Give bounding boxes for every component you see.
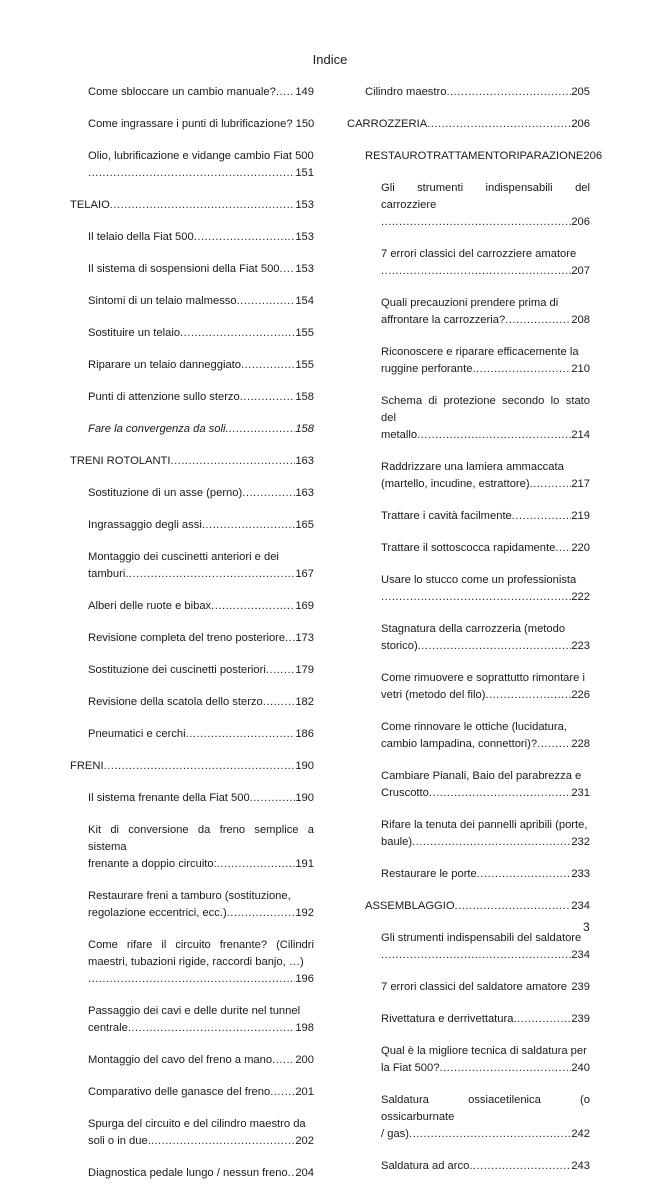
- toc-page-number: 234: [571, 900, 590, 912]
- toc-entry[interactable]: [365, 898, 590, 915]
- toc-entry[interactable]: [381, 180, 590, 231]
- toc-entry[interactable]: [88, 1084, 314, 1101]
- toc-entry[interactable]: [381, 344, 590, 378]
- dot-leader: [285, 630, 295, 647]
- toc-entry[interactable]: [381, 540, 590, 557]
- toc-page-number: 233: [571, 868, 590, 880]
- toc-entry-title: Revisione della scatola dello sterzo: [88, 696, 263, 708]
- toc-entry-title: Come sbloccare un cambio manuale?: [88, 86, 276, 98]
- toc-entry-title: ASSEMBLAGGIO: [365, 900, 455, 912]
- toc-page-number: 200: [295, 1054, 314, 1066]
- toc-page-number: 204: [295, 1167, 314, 1179]
- toc-entry-title: Sintomi di un telaio malmesso: [88, 295, 237, 307]
- toc-entry-title: regolazione eccentrici, ecc.): [88, 907, 227, 919]
- toc-page-number: 239: [571, 1013, 590, 1025]
- toc-page-number: 154: [295, 295, 314, 307]
- dot-leader: [266, 662, 295, 679]
- toc-entry-title: Alberi delle ruote e bibax: [88, 600, 212, 612]
- dot-leader: [555, 540, 571, 557]
- toc-page-number: 242: [571, 1128, 590, 1140]
- dot-leader: [263, 694, 296, 711]
- toc-page-number: 205: [571, 86, 590, 98]
- toc-entry-text: Quali precauzioni prendere prima di: [381, 297, 559, 309]
- toc-page-number: 169: [295, 600, 314, 612]
- toc-page-number: 243: [571, 1160, 590, 1172]
- dot-leader: [513, 1011, 571, 1028]
- toc-page-number: 155: [295, 359, 314, 371]
- dot-leader: [280, 261, 296, 278]
- dot-leader: [104, 758, 296, 775]
- toc-page-number: 240: [571, 1062, 590, 1074]
- dot-leader: [128, 1020, 296, 1037]
- toc-page-number: 149: [295, 86, 314, 98]
- toc-entry-title: Sostituzione di un asse (perno): [88, 487, 243, 499]
- dot-leader: [240, 389, 296, 406]
- dot-leader: [186, 726, 296, 743]
- toc-entry-title: Restaurare le porte: [381, 868, 477, 880]
- dot-leader: [272, 1052, 295, 1069]
- toc-entry-title: Trattare il sottoscocca rapidamente: [381, 542, 556, 554]
- toc-entry-title: Cruscotto: [381, 787, 429, 799]
- toc-entry-title: tamburi: [88, 568, 126, 580]
- toc-entry[interactable]: [88, 598, 314, 615]
- dot-leader: [237, 293, 296, 310]
- toc-entry-title: affrontare la carrozzeria?: [381, 314, 506, 326]
- toc-entry[interactable]: [88, 84, 314, 101]
- toc-entry[interactable]: [381, 459, 590, 493]
- toc-entry-title: FRENI: [70, 760, 104, 772]
- dot-leader: [125, 566, 295, 583]
- toc-entry-title: Il sistema frenante della Fiat 500: [88, 792, 250, 804]
- dot-leader: [88, 165, 295, 182]
- toc-entry-title: Montaggio del cavo del freno a mano: [88, 1054, 273, 1066]
- toc-entry[interactable]: [381, 508, 590, 525]
- toc-entry-text: Montaggio dei cuscinetti anteriori e dei: [88, 551, 279, 563]
- dot-leader: [477, 866, 572, 883]
- toc-entry-title: Punti di attenzione sullo sterzo: [88, 391, 240, 403]
- toc-entry[interactable]: [381, 1092, 590, 1143]
- dot-leader: [469, 1158, 571, 1175]
- toc-entry-text: Stagnatura della carrozzeria (metodo: [381, 623, 566, 635]
- toc-page-number: 231: [571, 787, 590, 799]
- toc-entry[interactable]: [88, 517, 314, 534]
- toc-section-entry[interactable]: [70, 197, 314, 214]
- toc-entry[interactable]: [381, 572, 590, 606]
- dot-leader: [202, 517, 296, 534]
- toc-entry-text: 7 errori classici del carrozziere amatore: [381, 248, 577, 260]
- toc-entry-text: Kit di conversione da freno semplice a sistema: [88, 824, 314, 853]
- toc-entry[interactable]: [88, 389, 314, 406]
- toc-page-number: 179: [295, 664, 314, 676]
- toc-page-number: 207: [571, 265, 590, 277]
- toc-entry-title: centrale: [88, 1022, 128, 1034]
- dot-leader: [225, 421, 295, 438]
- toc-entry[interactable]: [88, 1003, 314, 1037]
- toc-column-left: [70, 84, 314, 1197]
- toc-entry-text: Passaggio dei cavi e delle durite nel tunnel: [88, 1005, 301, 1017]
- dot-leader: [227, 905, 296, 922]
- toc-entry[interactable]: [88, 694, 314, 711]
- dot-leader: [151, 1133, 296, 1150]
- dot-leader: [88, 971, 295, 988]
- dot-leader: [270, 1084, 295, 1101]
- toc-entry-title: Comparativo delle ganasce del freno: [88, 1086, 271, 1098]
- toc-column-right: [347, 84, 603, 1190]
- toc-entry-title: / gas): [381, 1128, 409, 1140]
- toc-entry[interactable]: [381, 817, 590, 851]
- toc-entry-title: Sostituzione dei cuscinetti posteriori: [88, 664, 266, 676]
- toc-entry[interactable]: [88, 888, 314, 922]
- toc-entry-title: TELAIO: [70, 199, 110, 211]
- toc-page-number: 167: [295, 568, 314, 580]
- dot-leader: [439, 1060, 571, 1077]
- toc-entry-text: Riconoscere e riparare efficacemente la: [381, 346, 579, 358]
- toc-page-number: 210: [571, 363, 590, 375]
- toc-page-number: 220: [571, 542, 590, 554]
- toc-page-number: 214: [571, 429, 590, 441]
- toc-page-number: 173: [295, 632, 314, 644]
- toc-page-number: 163: [295, 455, 314, 467]
- toc-entry[interactable]: [381, 979, 590, 996]
- toc-entry[interactable]: [88, 549, 314, 583]
- toc-entry[interactable]: [381, 295, 590, 329]
- toc-entry-text: Come rimuovere e soprattutto rimontare i: [381, 672, 585, 684]
- toc-entry[interactable]: [381, 866, 590, 883]
- dot-leader: [381, 947, 571, 964]
- toc-page-number: 192: [295, 907, 314, 919]
- toc-page-number: 155: [295, 327, 314, 339]
- toc-entry[interactable]: [365, 84, 590, 101]
- toc-section-entry[interactable]: [70, 453, 314, 470]
- toc-entry-text: Saldatura ossiacetilenica (o ossicarburnate: [381, 1094, 590, 1123]
- toc-page-number: 153: [295, 199, 314, 211]
- toc-entry[interactable]: [88, 822, 314, 873]
- dot-leader: [288, 1165, 296, 1182]
- dot-leader: [250, 790, 296, 807]
- toc-entry[interactable]: [88, 1116, 314, 1150]
- dot-leader: [417, 427, 571, 444]
- toc-entry-title: Rivettatura e derrivettatura: [381, 1013, 514, 1025]
- toc-entry-title: baule): [381, 836, 413, 848]
- dot-leader: [512, 508, 572, 525]
- dot-leader: [537, 736, 571, 753]
- dot-leader: [409, 1126, 571, 1143]
- toc-entry-title: (martello, incudine, estrattore): [381, 478, 530, 490]
- dot-leader: [485, 687, 571, 704]
- toc-entry[interactable]: [88, 485, 314, 502]
- toc-page-number: 219: [571, 510, 590, 522]
- toc-entry-title: Come ingrassare i punti di lubrificazione?: [88, 118, 293, 130]
- toc-page-number: 153: [295, 231, 314, 243]
- toc-entry-title: Cilindro maestro: [365, 86, 447, 98]
- toc-page-number: 186: [295, 728, 314, 740]
- toc-entry[interactable]: [88, 726, 314, 743]
- toc-page-number: 190: [295, 760, 314, 772]
- toc-entry[interactable]: [88, 325, 314, 342]
- toc-page-number: 223: [571, 640, 590, 652]
- toc-entry-title: Ingrassaggio degli assi: [88, 519, 202, 531]
- dot-leader: [429, 785, 571, 802]
- toc-entry[interactable]: [381, 1158, 590, 1175]
- toc-page-number: 201: [295, 1086, 314, 1098]
- toc-page-number: 153: [295, 263, 314, 275]
- toc-entry-title: cambio lampadina, connettori)?: [381, 738, 538, 750]
- toc-page-number: 198: [295, 1022, 314, 1034]
- toc-entry-title: Sostituire un telaio: [88, 327, 181, 339]
- toc-page-number: 234: [571, 949, 590, 961]
- toc-page-number: 226: [571, 689, 590, 701]
- toc-entry[interactable]: [381, 719, 590, 753]
- toc-entry-title: RESTAUROTRATTAMENTORIPARAZIONE: [365, 150, 584, 162]
- toc-page-number: 239: [571, 981, 590, 993]
- toc-entry-text: Rifare la tenuta dei pannelli apribili (porte,: [381, 819, 588, 831]
- dot-leader: [427, 116, 571, 133]
- toc-page-number: 202: [295, 1135, 314, 1147]
- dot-leader: [381, 589, 571, 606]
- toc-entry-title: storico): [381, 640, 418, 652]
- dot-leader: [381, 263, 571, 280]
- toc-entry-title: Il sistema di sospensioni della Fiat 500: [88, 263, 280, 275]
- toc-entry-title: ruggine perforante: [381, 363, 473, 375]
- toc-page-number: 228: [571, 738, 590, 750]
- toc-entry[interactable]: [88, 116, 314, 133]
- toc-entry-text: Come rinnovare le ottiche (lucidatura,: [381, 721, 567, 733]
- dot-leader: [530, 476, 572, 493]
- toc-entry-title: TRENI ROTOLANTI: [70, 455, 171, 467]
- toc-entry[interactable]: [88, 229, 314, 246]
- toc-entry[interactable]: [88, 630, 314, 647]
- dot-leader: [180, 325, 295, 342]
- toc-entry[interactable]: [381, 393, 590, 444]
- toc-entry-text: Usare lo stucco come un professionista: [381, 574, 577, 586]
- toc-entry-text: Qual è la migliore tecnica di saldatura per: [381, 1045, 587, 1057]
- dot-leader: [472, 361, 571, 378]
- toc-page-number: 196: [295, 973, 314, 985]
- toc-entry-title: Saldatura ad arco: [381, 1160, 470, 1172]
- toc-page-number: 206: [583, 150, 603, 162]
- toc-entry[interactable]: [381, 670, 590, 704]
- toc-entry-title: la Fiat 500?: [381, 1062, 440, 1074]
- toc-entry[interactable]: [88, 1052, 314, 1069]
- toc-entry-text: Cambiare Pianali, Baio del parabrezza e: [381, 770, 582, 782]
- toc-page-number: 158: [295, 391, 314, 403]
- toc-section-entry[interactable]: [70, 758, 314, 775]
- dot-leader: [276, 84, 296, 101]
- toc-page-number: 190: [295, 792, 314, 804]
- toc-entry[interactable]: [88, 148, 314, 182]
- toc-page-number: 206: [571, 118, 590, 130]
- toc-entry-text: Come rifare il circuito frenante? (Cilindri maestri, tubazioni rigide, raccordi banjo, …): [88, 939, 314, 968]
- toc-page-number: 232: [571, 836, 590, 848]
- dot-leader: [505, 312, 571, 329]
- toc-entry[interactable]: [88, 293, 314, 310]
- dot-leader: [194, 229, 296, 246]
- toc-entry[interactable]: [381, 246, 590, 280]
- toc-entry-title: frenante a doppio circuito:: [88, 858, 217, 870]
- toc-entry[interactable]: [88, 261, 314, 278]
- toc-entry[interactable]: [88, 357, 314, 374]
- toc-page-number: 165: [295, 519, 314, 531]
- toc-entry-title: soli o in due.: [88, 1135, 151, 1147]
- toc-entry-title: Pneumatici e cerchi: [88, 728, 186, 740]
- toc-entry[interactable]: [381, 1043, 590, 1077]
- toc-page-number: 182: [295, 696, 314, 708]
- dot-leader: [211, 598, 295, 615]
- toc-page-number: 217: [571, 478, 590, 490]
- toc-page-number: 150: [295, 118, 315, 130]
- toc-entry-title: metallo: [381, 429, 418, 441]
- toc-entry-title: Revisione completa del treno posteriore: [88, 632, 286, 644]
- toc-entry-text: Restaurare freni a tamburo (sostituzione,: [88, 890, 291, 902]
- dot-leader: [242, 485, 295, 502]
- toc-entry-text: Olio, lubrificazione e vidange cambio Fiat 500: [88, 150, 314, 162]
- dot-leader: [381, 214, 571, 231]
- toc-entry[interactable]: [88, 662, 314, 679]
- toc-entry[interactable]: [381, 930, 590, 964]
- toc-entry-title: CARROZZERIA: [347, 118, 428, 130]
- page-number: 3: [583, 920, 590, 934]
- toc-entry-title: vetri (metodo del filo): [381, 689, 486, 701]
- toc-entry-title: Riparare un telaio danneggiato: [88, 359, 242, 371]
- toc-section-entry[interactable]: [347, 116, 590, 133]
- toc-entry[interactable]: [88, 1165, 314, 1182]
- toc-entry-text: Raddrizzare una lamiera ammaccata: [381, 461, 564, 473]
- dot-leader: [241, 357, 295, 374]
- toc-page-number: 191: [295, 858, 314, 870]
- toc-entry-text: Gli strumenti indispensabili del carrozziere: [381, 182, 590, 211]
- dot-leader: [418, 638, 572, 655]
- page-title: Indice: [312, 52, 348, 67]
- toc-entry-title: Fare la convergenza da soli: [88, 423, 226, 435]
- toc-entry-title: Il telaio della Fiat 500: [88, 231, 194, 243]
- toc-entry-text: Spurga del circuito e del cilindro maestro da: [88, 1118, 306, 1130]
- toc-page-number: 206: [571, 216, 590, 228]
- toc-page-number: 163: [295, 487, 314, 499]
- toc-page-number: 151: [295, 167, 314, 179]
- toc-entry-text: Schema di protezione secondo lo stato del: [381, 395, 590, 424]
- toc-entry[interactable]: [88, 421, 314, 438]
- toc-page-number: 222: [571, 591, 590, 603]
- toc-entry[interactable]: [88, 790, 314, 807]
- toc-entry[interactable]: [365, 148, 603, 165]
- dot-leader: [171, 453, 296, 470]
- toc-entry[interactable]: [381, 1011, 590, 1028]
- toc-page-number: 208: [571, 314, 590, 326]
- dot-leader: [412, 834, 571, 851]
- toc-entry-title: Diagnostica pedale lungo / nessun freno: [88, 1167, 288, 1179]
- dot-leader: [217, 856, 296, 873]
- toc-entry[interactable]: [381, 621, 590, 655]
- toc-entry-title: 7 errori classici del saldatore amatore: [381, 981, 567, 993]
- dot-leader: [110, 197, 296, 214]
- toc-entry-text: Gli strumenti indispensabili del saldatore: [381, 932, 582, 944]
- toc-entry[interactable]: [381, 768, 590, 802]
- toc-entry[interactable]: [88, 937, 314, 988]
- toc-entry-title: Trattare i cavità facilmente: [381, 510, 512, 522]
- toc-page-number: 158: [295, 423, 314, 435]
- dot-leader: [446, 84, 571, 101]
- dot-leader: [455, 898, 572, 915]
